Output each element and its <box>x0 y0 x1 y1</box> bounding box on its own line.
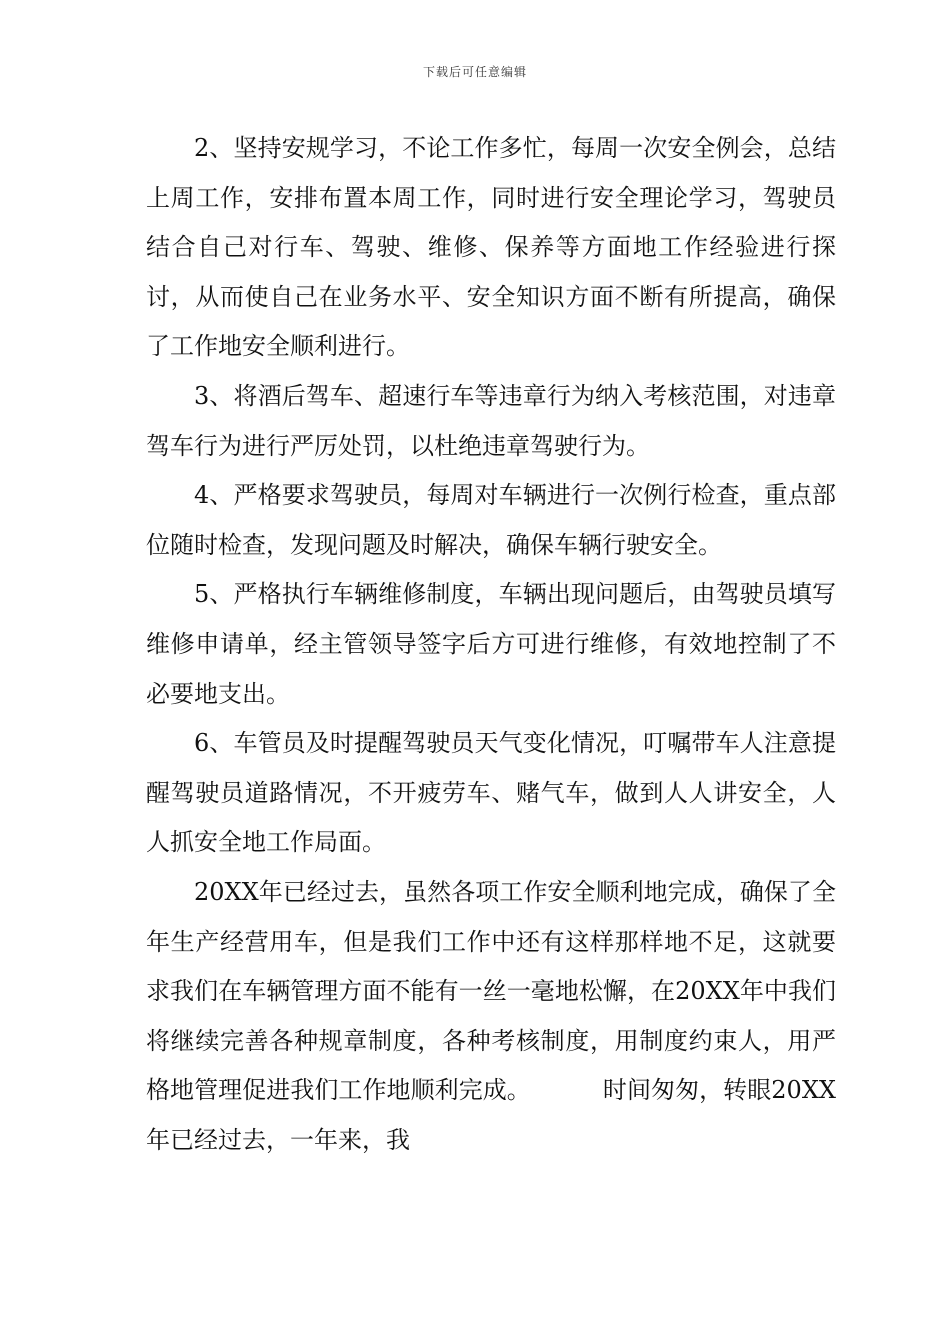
closing-paragraph <box>146 868 836 1166</box>
closing-summary-text: 20XX年已经过去，虽然各项工作安全顺利地完成，确保了全年生产经营用车，但是我们工作中还有这样那样地不足，这就要求我们在车辆管理方面不能有一丝一毫地松懈，在20XX年中我们将继续完善各种规章制度，各种考核制度，用制度约束人，用严格地管理促进我们工作地顺利完成。 <box>146 877 836 1105</box>
closing-continuation-text: 时间匆匆，转眼20XX年已经过去，一年来，我 <box>146 1076 836 1154</box>
paragraph-item-3: 3、将酒后驾车、超速行车等违章行为纳入考核范围，对违章驾车行为进行严厉处罚，以杜绝违章驾驶行为。 <box>146 381 836 460</box>
page-header: 下载后可任意编辑 <box>422 65 527 79</box>
paragraph-item-4: 4、严格要求驾驶员，每周对车辆进行一次例行检查，重点部位随时检查，发现问题及时解决，确保车辆行驶安全。 <box>146 481 836 559</box>
paragraph-item-6: 6、车管员及时提醒驾驶员天气变化情况，叮嘱带车人注意提醒驾驶员道路情况，不开疲劳车、赌气车，做到人人讲安全，人人抓安全地工作局面。 <box>146 729 836 857</box>
document-body <box>146 124 836 1165</box>
paragraph-item-2: 2、坚持安规学习，不论工作多忙，每周一次安全例会，总结上周工作，安排布置本周工作，同时进行安全理论学习，驾驶员结合自己对行车、驾驶、维修、保养等方面地工作经验进行探讨，从而使自己在业务水平、安全知识方面不断有所提高，确保了工作地安全顺利进行。 <box>146 134 836 361</box>
paragraph-item-5: 5、严格执行车辆维修制度，车辆出现问题后，由驾驶员填写维修申请单，经主管领导签字后方可进行维修，有效地控制了不必要地支出。 <box>146 580 836 708</box>
